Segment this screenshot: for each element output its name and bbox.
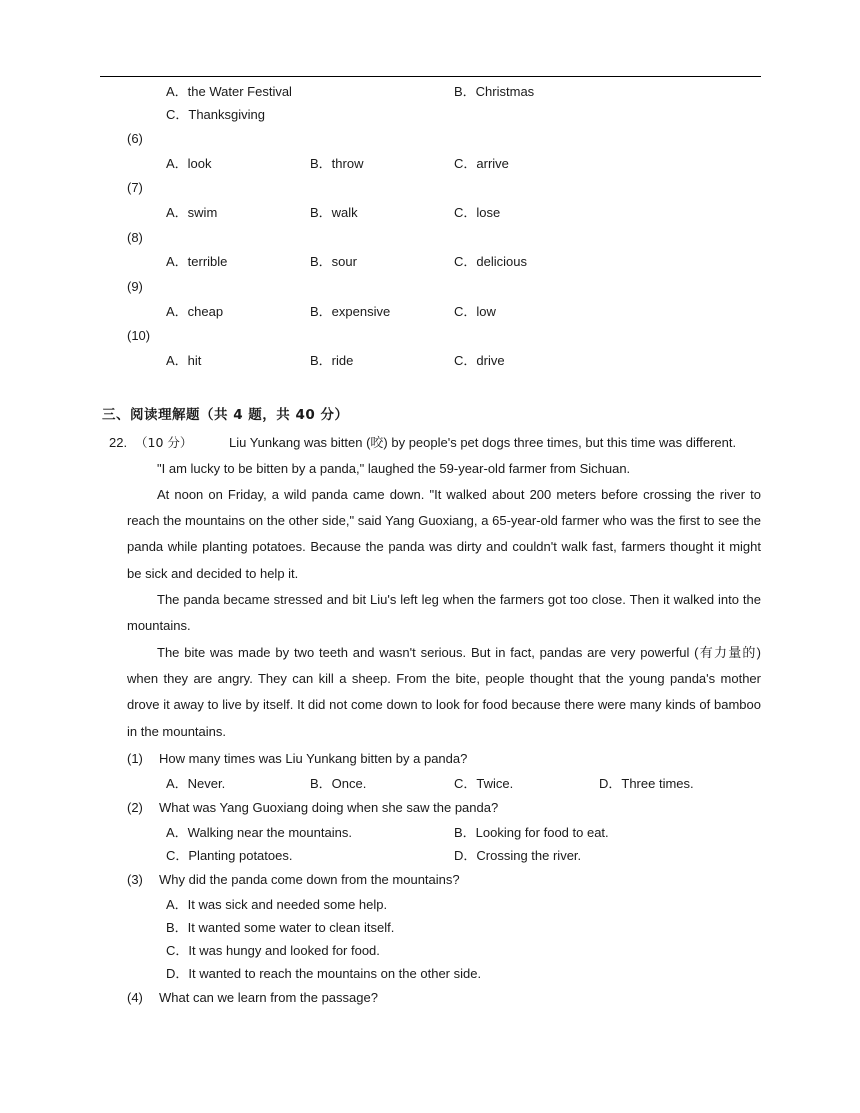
q9-option-c: C．low — [454, 304, 496, 319]
q7-number: (7) — [127, 180, 143, 195]
q8-option-a: A．terrible — [166, 254, 228, 269]
sub2-question: What was Yang Guoxiang doing when she saw the panda? — [159, 800, 499, 815]
q9-number: (9) — [127, 279, 143, 294]
q8-option-c: C．delicious — [454, 254, 527, 269]
sub2-option-a: A．Walking near the mountains. — [166, 825, 352, 840]
q9-option-b: B．expensive — [310, 304, 391, 319]
q7-option-c: C．lose — [454, 205, 501, 220]
sub2-number: (2) — [127, 800, 143, 815]
q6-number: (6) — [127, 131, 143, 146]
q6-option-b: B．throw — [310, 156, 364, 171]
q10-number: (10) — [127, 328, 151, 343]
q5-option-b: B．Christmas — [454, 84, 535, 99]
q7-option-a: A．swim — [166, 205, 218, 220]
q8-option-b: B．sour — [310, 254, 357, 269]
sub2-option-b: B．Looking for food to eat. — [454, 825, 609, 840]
sub2-option-c: C．Planting potatoes. — [166, 848, 293, 863]
sub3-number: (3) — [127, 872, 143, 887]
sub3-option-a: A．It was sick and needed some help. — [166, 897, 388, 912]
passage-paragraph-4: The bite was made by two teeth and wasn't serious. But in fact, pandas are very powerful (有力量的) when they are angry. They can kill a sheep. From the bite, people thought that the young panda's mother drove it away to live by itself. It did not come down to look for food because there were many kinds of bamboo in the mountains. — [127, 645, 761, 739]
sub1-question: How many times was Liu Yunkang bitten by a panda? — [159, 751, 468, 766]
q5-option-a: A．the Water Festival — [166, 84, 292, 99]
sub1-number: (1) — [127, 751, 143, 766]
q9-option-a: A．cheap — [166, 304, 224, 319]
header-rule — [100, 76, 761, 77]
sub1-option-d: D．Three times. — [599, 776, 694, 791]
sub3-option-c: C．It was hungy and looked for food. — [166, 943, 380, 958]
passage-paragraph-1: "I am lucky to be bitten by a panda," laughed the 59-year-old farmer from Sichuan. — [157, 461, 631, 476]
passage-paragraph-2: At noon on Friday, a wild panda came down. "It walked about 200 meters before crossing the river to reach the mountains on the other side," said Yang Guoxiang, a 65-year-old farmer who was the first to see the panda while planting potatoes. Because the panda was dirty and couldn't walk fast, farmers thought it might be sick and decided to help it. — [127, 487, 761, 581]
q6-option-c: C．arrive — [454, 156, 509, 171]
sub3-option-d: D．It wanted to reach the mountains on the other side. — [166, 966, 482, 981]
sub3-option-b: B．It wanted some water to clean itself. — [166, 920, 395, 935]
sub3-question: Why did the panda come down from the mountains? — [159, 872, 460, 887]
q6-option-a: A．look — [166, 156, 212, 171]
sub1-option-a: A．Never. — [166, 776, 226, 791]
sub2-option-d: D．Crossing the river. — [454, 848, 582, 863]
q22-number: 22. — [109, 435, 128, 450]
sub4-number: (4) — [127, 990, 143, 1005]
sub4-question: What can we learn from the passage? — [159, 990, 378, 1005]
q7-option-b: B．walk — [310, 205, 358, 220]
section-title: 三、阅读理解题（共 4 题，共 40 分） — [102, 407, 349, 423]
q8-number: (8) — [127, 230, 143, 245]
q22-score: （10 分） — [135, 435, 193, 450]
sub1-option-b: B．Once. — [310, 776, 367, 791]
passage-first-line: Liu Yunkang was bitten (咬) by people's pet dogs three times, but this time was different. — [229, 435, 737, 450]
passage-paragraph-3: The panda became stressed and bit Liu's left leg when the farmers got too close. Then it walked into the mountains. — [127, 592, 761, 634]
q10-option-c: C．drive — [454, 353, 505, 368]
q10-option-a: A．hit — [166, 353, 202, 368]
q5-option-c: C．Thanksgiving — [166, 107, 265, 122]
sub1-option-c: C．Twice. — [454, 776, 514, 791]
q10-option-b: B．ride — [310, 353, 354, 368]
